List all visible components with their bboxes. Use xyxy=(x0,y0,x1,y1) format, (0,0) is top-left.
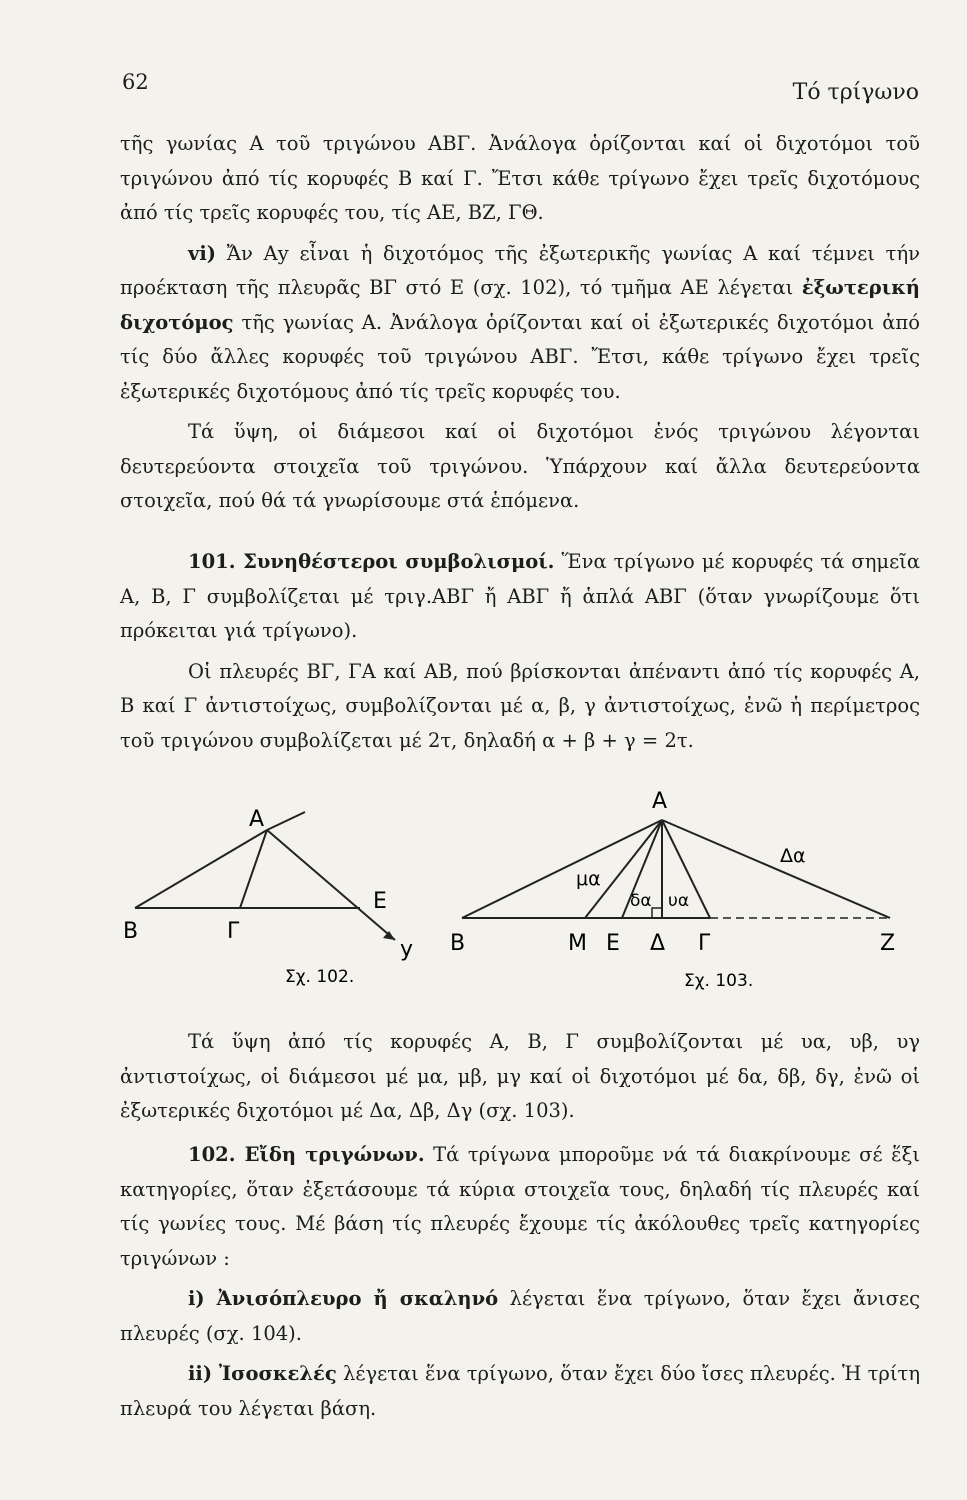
item-label-scalene: i) Ἀνισόπλευρο ἤ σκαληνό xyxy=(188,1287,499,1310)
item-label-vi: vi) xyxy=(188,241,216,265)
figure-102 xyxy=(115,800,435,990)
side-AG xyxy=(240,830,267,908)
label-Delta: Δα xyxy=(780,845,806,867)
label-A: A xyxy=(249,807,265,832)
label-A: A xyxy=(652,789,668,814)
paragraph-notation: Τά ὕψη ἀπό τίς κορυφές Α, Β, Γ συμβολίζονται μέ υα, υβ, υγ ἀντιστοίχως, οἱ διάμεσοι μέ μα, μβ, μγ καί οἱ διχοτόμοι μέ δα, δβ, δγ, ἐνῶ οἱ ἐξωτερικές διχοτόμοι μέ Δα, Δβ, Δγ (σχ. 103). xyxy=(120,1030,920,1122)
text-block-top xyxy=(120,127,920,519)
label-D: Δ xyxy=(650,931,666,956)
figure-103 xyxy=(440,780,910,990)
label-G: Γ xyxy=(698,931,711,956)
text-block-notation xyxy=(120,1025,920,1129)
paragraph-text: Ἕνα τρίγωνο μέ κορυφές τά σημεῖα Α, Β, Γ συμβολίζεται μέ τριγ.ΑΒΓ ἤ ΑΒΓ ἤ ἁπλά ΑΒΓ (ὅταν γνωρίζουμε ὅτι πρόκειται γιά τρίγωνο). xyxy=(120,550,920,642)
external-bisector-line xyxy=(267,830,395,940)
section-101 xyxy=(120,545,920,758)
label-G: Γ xyxy=(227,919,240,944)
label-y: y xyxy=(400,937,414,962)
paragraph-text: Ἄν Αy εἶναι ἡ διχοτόμος τῆς ἐξωτερικῆς γωνίας Α καί τέμνει τήν προέκταση τῆς πλευρᾶς ΒΓ στό Ε (σχ. 102), τό τμῆμα ΑΕ λέγεται xyxy=(120,241,921,299)
paragraph-text: τῆς γωνίας Α. Ἀνάλογα ὁρίζονται καί οἱ ἐξωτερικές διχοτόμοι ἀπό τίς δύο ἄλλες κορυφές τοῦ τριγώνου ΑΒΓ. Ἔτσι, κάθε τρίγωνο ἔχει τρεῖς ἐξωτερικές διχοτόμους ἀπό τίς τρεῖς κορυφές του. xyxy=(120,310,920,403)
term-external-bisector: ἐξωτερική διχοτόμος xyxy=(120,276,920,334)
paragraph-text: λέγεται ἕνα τρίγωνο, ὅταν ἔχει δύο ἴσες πλευρές. Ἡ τρίτη πλευρά του λέγεται βάση. xyxy=(120,1362,920,1420)
section-101-heading: 101. Συνηθέστεροι συμβολισμοί. xyxy=(188,550,555,573)
paragraph-text: λέγεται ἕνα τρίγωνο, ὅταν ἔχει ἄνισες πλευρές (σχ. 104). xyxy=(120,1287,920,1345)
label-E: E xyxy=(373,889,387,914)
extension-line xyxy=(267,812,305,830)
running-title: Τό τρίγωνο xyxy=(792,80,919,105)
label-E: E xyxy=(606,931,620,956)
caption-102: Σχ. 102. xyxy=(285,967,355,987)
paragraph-external-bisector xyxy=(120,237,920,410)
paragraph-text: Τά τρίγωνα μποροῦμε νά τά διακρίνουμε σέ ἕξι κατηγορίες, ὅταν ἐξετάσουμε τά κύρια στοιχεῖα τους, δηλαδή τίς πλευρές καί τίς γωνίες τους. Μέ βάση τίς πλευρές ἔχουμε τίς ἀκόλουθες τρεῖς κατηγορίες τριγώνων : xyxy=(120,1143,920,1270)
label-delta: δα xyxy=(630,891,652,911)
side-AB xyxy=(135,830,267,908)
paragraph-secondary-elements: Τά ὕψη, οἱ διάμεσοι καί οἱ διχοτόμοι ἑνός τριγώνου λέγονται δευτερεύοντα στοιχεῖα τοῦ τριγώνου. Ὑπάρχουν καί ἄλλα δευτερεύοντα στοιχεῖα, πού θά τά γνωρίσουμε στά ἑπόμενα. xyxy=(120,420,920,512)
right-angle-mark xyxy=(652,908,662,918)
label-B: B xyxy=(123,919,139,944)
label-upsilon: υα xyxy=(668,891,690,911)
caption-103: Σχ. 103. xyxy=(684,971,754,990)
paragraph-symbols xyxy=(120,545,920,649)
item-isosceles xyxy=(120,1357,920,1426)
label-M: M xyxy=(568,931,587,956)
paragraph-bisectors: τῆς γωνίας Α τοῦ τριγώνου ΑΒΓ. Ἀνάλογα ὁρίζονται καί οἱ διχοτόμοι τοῦ τριγώνου ἀπό τίς κορυφές Β καί Γ. Ἔτσι κάθε τρίγωνο ἔχει τρεῖς διχοτόμους ἀπό τίς τρεῖς κορυφές του, τίς ΑΕ, ΒΖ, ΓΘ. xyxy=(120,132,920,224)
label-Z: Z xyxy=(880,931,896,956)
paragraph-sides: Οἱ πλευρές ΒΓ, ΓΑ καί ΑΒ, πού βρίσκονται ἀπέναντι ἀπό τίς κορυφές Α, Β καί Γ ἀντιστοίχως, συμβολίζονται μέ α, β, γ ἀντιστοίχως, ἐνῶ ἡ περίμετρος τοῦ τριγώνου συμβολίζεται μέ 2τ, δηλαδή α + β + γ = 2τ. xyxy=(120,659,920,752)
label-mu: μα xyxy=(576,868,601,890)
label-B: B xyxy=(450,931,466,956)
item-scalene xyxy=(120,1282,920,1351)
external-bisector-line xyxy=(662,820,890,918)
section-102-heading: 102. Εἴδη τριγώνων. xyxy=(188,1143,425,1166)
paragraph-triangle-types xyxy=(120,1138,920,1276)
page-number: 62 xyxy=(122,70,149,94)
item-label-isosceles: ii) Ἰσοσκελές xyxy=(188,1362,337,1385)
section-102 xyxy=(120,1138,920,1426)
